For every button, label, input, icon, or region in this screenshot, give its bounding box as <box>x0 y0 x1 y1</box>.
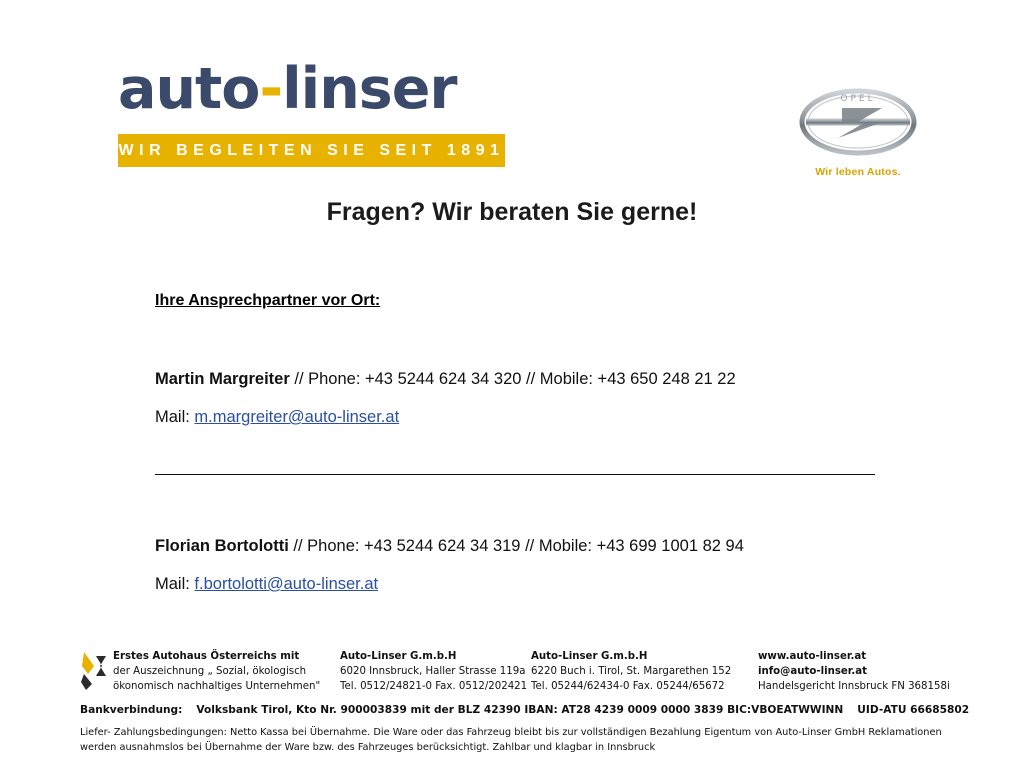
opel-blitz-icon <box>798 84 918 160</box>
footer-uid: UID-ATU 66685802 <box>857 704 970 716</box>
footer-branch-1-phone: Tel. 0512/24821-0 Fax. 0512/202421 <box>340 680 528 692</box>
footer-website[interactable]: www.auto-linser.at <box>758 651 867 662</box>
contact-1-name: Martin Margreiter <box>155 370 290 388</box>
contacts-subheading: Ihre Ansprechpartner vor Ort: <box>155 292 381 309</box>
sustainability-award-icon <box>80 650 110 692</box>
footer-branch-1 <box>340 650 527 694</box>
footer-terms: Liefer- Zahlungsbedingungen: Netto Kassa bei Übernahme. Die Ware oder das Fahrzeug bleibt bis zur vollständigen Bezahlung Eigentum von Auto-Linser GmbH Reklamationen werden ausnahmslos bei Übernahme der Ware bzw. des Fahrzeuges berücksichtigt. Zahlbar und klagbar in Innsbruck <box>80 727 942 753</box>
document-footer <box>0 644 1024 753</box>
contact-2-details: // Phone: +43 5244 624 34 319 // Mobile: +43 699 1001 82 94 <box>288 537 744 555</box>
contact-1-line <box>155 368 736 392</box>
contact-2-email-link[interactable]: f.bortolotti@auto-linser.at <box>194 574 379 593</box>
opel-blitz-svg <box>798 84 918 160</box>
logo-word-part2: linser <box>282 56 457 122</box>
contact-2-line <box>155 535 744 559</box>
footer-branch-2-name: Auto-Linser G.m.b.H <box>531 651 648 662</box>
contact-2-mail-row <box>155 573 744 597</box>
footer-columns <box>0 644 1024 696</box>
contact-1-details: // Phone: +43 5244 624 34 320 // Mobile: +43 650 248 21 22 <box>289 370 736 388</box>
auto-linser-wordmark <box>118 56 456 122</box>
footer-award-line1: Erstes Autohaus Österreichs mit <box>113 651 300 662</box>
page-title: Fragen? Wir beraten Sie gerne! <box>326 198 698 226</box>
footer-award-text <box>113 650 320 694</box>
footer-branch-1-address: 6020 Innsbruck, Haller Strasse 119a <box>340 665 526 677</box>
contacts-divider <box>155 474 875 475</box>
footer-register: Handelsgericht Innsbruck FN 368158i <box>758 680 950 692</box>
logo-tagline: WIR BEGLEITEN SIE SEIT 1891 <box>118 142 505 159</box>
footer-branch-2-address: 6220 Buch i. Tirol, St. Margarethen 152 <box>531 665 732 677</box>
document-header <box>0 38 1024 178</box>
footer-bank-line <box>80 704 969 716</box>
logo-word-part1: auto <box>118 56 260 122</box>
footer-email[interactable]: info@auto-linser.at <box>758 665 867 677</box>
opel-logo <box>795 84 921 194</box>
footer-bank-details: Volksbank Tirol, Kto Nr. 900003839 mit der BLZ 42390 IBAN: AT28 4239 0009 0000 3839 BIC:VBOEATWWINN <box>196 704 844 716</box>
footer-web <box>758 650 950 694</box>
footer-branch-1-name: Auto-Linser G.m.b.H <box>340 651 457 662</box>
award-icon-svg <box>80 650 110 692</box>
contact-2-mail-label: Mail: <box>155 574 195 593</box>
auto-linser-logo <box>104 38 512 173</box>
logo-tagline-bar <box>118 134 505 167</box>
contact-1-mail-row <box>155 406 736 430</box>
footer-bank-label: Bankverbindung: <box>80 704 183 716</box>
footer-award-line2: der Auszeichnung „ Sozial, ökologisch <box>113 665 307 677</box>
contact-2-name: Florian Bortolotti <box>155 537 289 555</box>
footer-branch-2 <box>531 650 731 694</box>
logo-word-dash: - <box>259 56 283 122</box>
contact-block-2 <box>155 535 744 597</box>
footer-branch-2-phone: Tel. 05244/62434-0 Fax. 05244/65672 <box>531 680 725 692</box>
contact-1-email-link[interactable]: m.margreiter@auto-linser.at <box>194 407 400 426</box>
contact-block-1 <box>155 368 736 430</box>
contact-1-mail-label: Mail: <box>155 407 195 426</box>
svg-text:OPEL: OPEL <box>840 94 876 104</box>
footer-award-line3: ökonomisch nachhaltiges Unternehmen" <box>113 680 321 692</box>
opel-claim: Wir leben Autos. <box>815 166 901 178</box>
